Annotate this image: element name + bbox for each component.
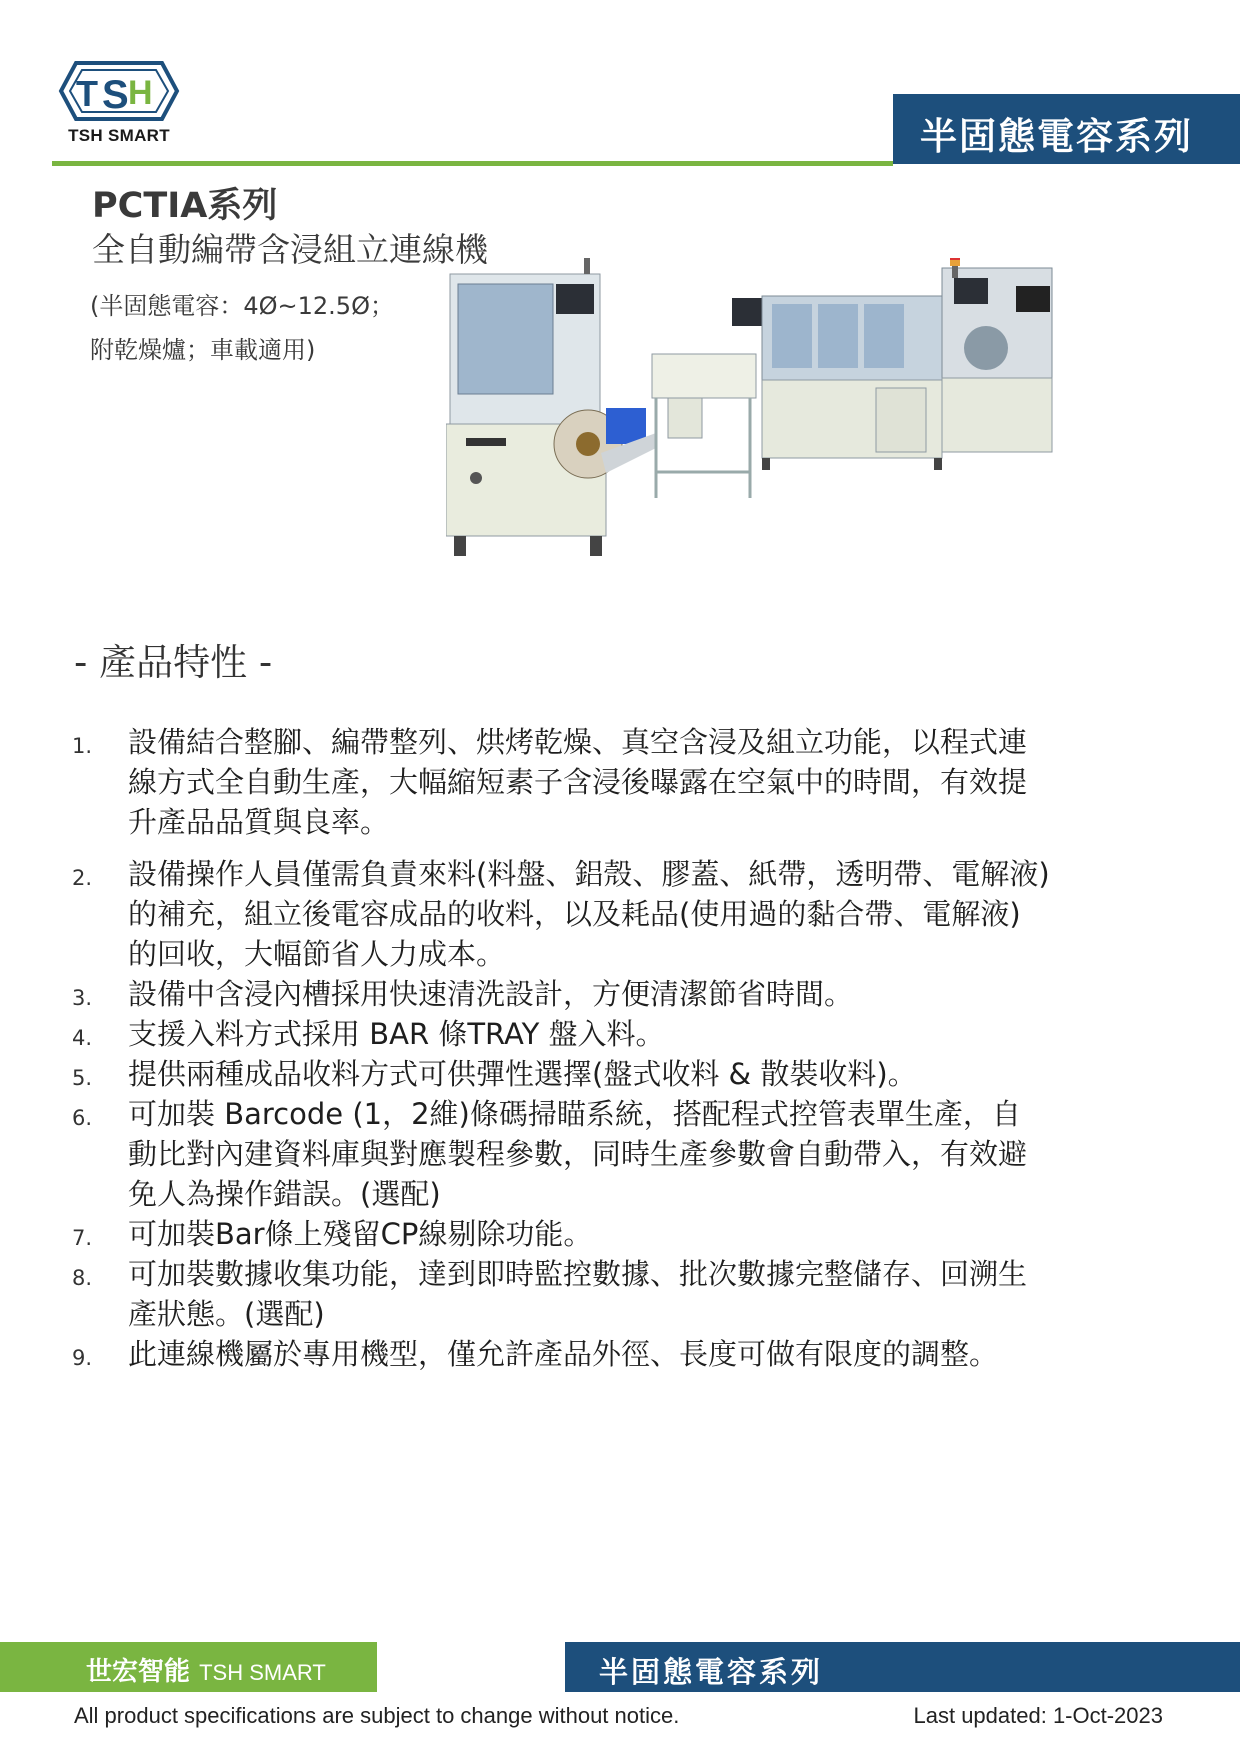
feature-line: 線方式全自動生產，大幅縮短素子含浸後曝露在空氣中的時間，有效提 — [128, 765, 1028, 799]
feature-line: 支援入料方式採用 BAR 條TRAY 盤入料。 — [128, 1017, 665, 1051]
footer-company-cn: 世宏智能 — [86, 1657, 191, 1687]
feature-item — [72, 1214, 1182, 1254]
feature-line: 設備中含浸內槽採用快速清洗設計，方便清潔節省時間。 — [128, 977, 854, 1011]
feature-number: 1. — [72, 734, 93, 758]
footer-company-banner — [0, 1642, 377, 1692]
feature-item — [72, 974, 1182, 1014]
feature-line: 此連線機屬於專用機型，僅允許產品外徑、長度可做有限度的調整。 — [128, 1337, 999, 1371]
feature-line: 設備操作人員僅需負責來料(料盤、鋁殼、膠蓋、紙帶，透明帶、電解液) — [128, 857, 1050, 891]
feature-line: 可加裝 Barcode (1，2維)條碼掃瞄系統，搭配程式控管表單生產，自 — [128, 1097, 1021, 1131]
footer-series-banner — [565, 1642, 1240, 1692]
feature-item — [72, 1054, 1182, 1094]
product-note-line2: 附乾燥爐；車載適用) — [90, 336, 316, 364]
feature-number: 8. — [72, 1266, 93, 1290]
footer-series: 半固態電容系列 — [599, 1655, 824, 1689]
logo-text: TSH SMART — [68, 126, 170, 145]
product-subtitle: 全自動編帶含浸組立連線機 — [92, 230, 488, 269]
feature-line: 的補充，組立後電容成品的收料，以及耗品(使用過的黏合帶、電解液) — [128, 897, 1021, 931]
footer-disclaimer: All product specifications are subject to change without notice. — [74, 1703, 680, 1728]
footer-company-en: TSH SMART — [199, 1660, 326, 1685]
feature-item — [72, 1254, 1182, 1334]
machine-photo — [446, 258, 1196, 630]
feature-item — [72, 1334, 1182, 1374]
feature-line: 動比對內建資料庫與對應製程參數，同時生產參數會自動帶入，有效避 — [128, 1137, 1028, 1171]
svg-text:S: S — [102, 73, 129, 117]
feature-line: 提供兩種成品收料方式可供彈性選擇(盤式收料 & 散裝收料)。 — [128, 1057, 917, 1091]
feature-list — [72, 722, 1182, 1374]
feature-item — [72, 1014, 1182, 1054]
footer-company — [86, 1651, 326, 1688]
feature-item — [72, 854, 1182, 974]
feature-line: 升產品品質與良率。 — [128, 805, 390, 839]
header-divider — [52, 161, 893, 166]
feature-line: 產狀態。(選配) — [128, 1297, 325, 1331]
tsh-logo-mark — [58, 60, 180, 122]
feature-number: 3. — [72, 986, 93, 1010]
svg-text:T: T — [76, 73, 98, 114]
feature-line: 設備結合整腳、編帶整列、烘烤乾燥、真空含浸及組立功能，以程式連 — [128, 725, 1028, 759]
product-note-line1: (半固態電容：4Ø~12.5Ø； — [90, 292, 394, 320]
feature-number: 7. — [72, 1226, 93, 1250]
product-model: PCTIA系列 — [92, 186, 278, 226]
feature-number: 6. — [72, 1106, 93, 1130]
svg-text:H: H — [128, 74, 153, 112]
feature-line: 可加裝Bar條上殘留CP線剔除功能。 — [128, 1217, 593, 1251]
company-logo — [56, 60, 182, 148]
feature-line: 的回收，大幅節省人力成本。 — [128, 937, 506, 971]
section-heading: - 產品特性 - — [74, 641, 273, 684]
feature-number: 4. — [72, 1026, 93, 1050]
feature-number: 2. — [72, 866, 93, 890]
series-tag — [893, 94, 1240, 164]
series-tag-label: 半固態電容系列 — [920, 115, 1193, 158]
footer-last-updated: Last updated: 1-Oct-2023 — [913, 1703, 1163, 1728]
feature-line: 免人為操作錯誤。(選配) — [128, 1177, 441, 1211]
feature-item — [72, 1094, 1182, 1214]
feature-item — [72, 722, 1182, 842]
feature-number: 9. — [72, 1346, 93, 1370]
feature-number: 5. — [72, 1066, 93, 1090]
feature-line: 可加裝數據收集功能，達到即時監控數據、批次數據完整儲存、回溯生 — [128, 1257, 1028, 1291]
